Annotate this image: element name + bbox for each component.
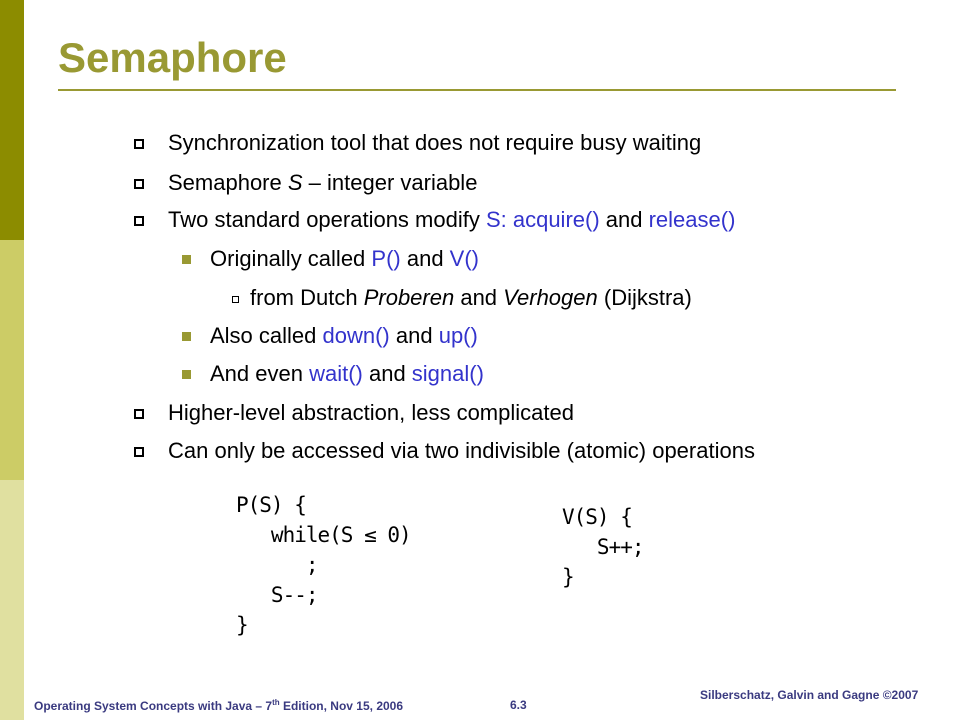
filled-square-bullet-icon [182,332,191,341]
bullet-item-2 [168,170,477,196]
bullet-item-7 [210,361,484,387]
bullet-text: Higher-level abstraction, less complicated [168,400,574,425]
bullet-text: Can only be accessed via two indivisible (atomic) operations [168,438,755,463]
bullet-item-6 [210,323,478,349]
bullet-text: Also called [210,323,323,348]
title-underline [58,89,896,91]
bullet-item-8 [168,400,574,426]
bullet-text: release() [648,207,736,232]
bullet-text: and [400,246,450,271]
slide-title: Semaphore [58,34,287,81]
bullet-text: Originally called [210,246,372,271]
bullet-text: Two standard operations modify [168,207,486,232]
bullet-item-4 [210,246,479,272]
bullet-text: V() [449,246,479,271]
bullet-text: P() [371,246,401,271]
footer-course-suffix: Edition, Nov 15, 2006 [279,699,404,713]
filled-square-bullet-icon [182,370,191,379]
bullet-text: Proberen [363,285,455,310]
bullet-text: S [287,170,303,195]
bullet-item-1 [168,130,701,156]
bullet-text: (Dijkstra) [597,285,692,310]
bullet-item-9 [168,438,755,464]
bullet-text: down() [322,323,390,348]
bullet-text: signal() [411,361,484,386]
bullet-text: and [599,207,649,232]
bullet-text: and [454,285,504,310]
hollow-square-bullet-icon [134,409,144,419]
bullet-text: from Dutch [250,285,364,310]
footer-course-prefix: Operating System Concepts with Java – 7 [34,699,273,713]
code-block-v: V(S) { S++; } [562,505,644,589]
hollow-square-bullet-icon [134,179,144,189]
footer-page-number: 6.3 [510,698,527,712]
footer-authors: Silberschatz, Galvin and Gagne ©2007 [700,688,919,702]
bullet-text: – integer variable [302,170,478,195]
footer-course-sup: th [272,698,280,707]
bullet-text: Semaphore [168,170,288,195]
filled-square-bullet-icon [182,255,191,264]
bullet-item-3 [168,207,735,233]
bullet-text: Verhogen [503,285,598,310]
bullet-text: and [362,361,412,386]
bullet-text: wait() [309,361,363,386]
side-bar-top [0,0,24,240]
hollow-square-bullet-icon [232,296,239,303]
bullet-text: Synchronization tool that does not require busy waiting [168,130,702,155]
bullet-text: S: acquire() [485,207,600,232]
bullet-item-5 [250,285,692,311]
code-block-p: P(S) { while(S ≤ 0) ; S--; } [236,493,411,637]
hollow-square-bullet-icon [134,216,144,226]
hollow-square-bullet-icon [134,447,144,457]
bullet-text: up() [438,323,478,348]
hollow-square-bullet-icon [134,139,144,149]
side-bar-middle [0,240,24,480]
footer-course [34,698,403,713]
bullet-text: and [389,323,439,348]
side-bar-bottom [0,480,24,720]
bullet-text: And even [210,361,310,386]
